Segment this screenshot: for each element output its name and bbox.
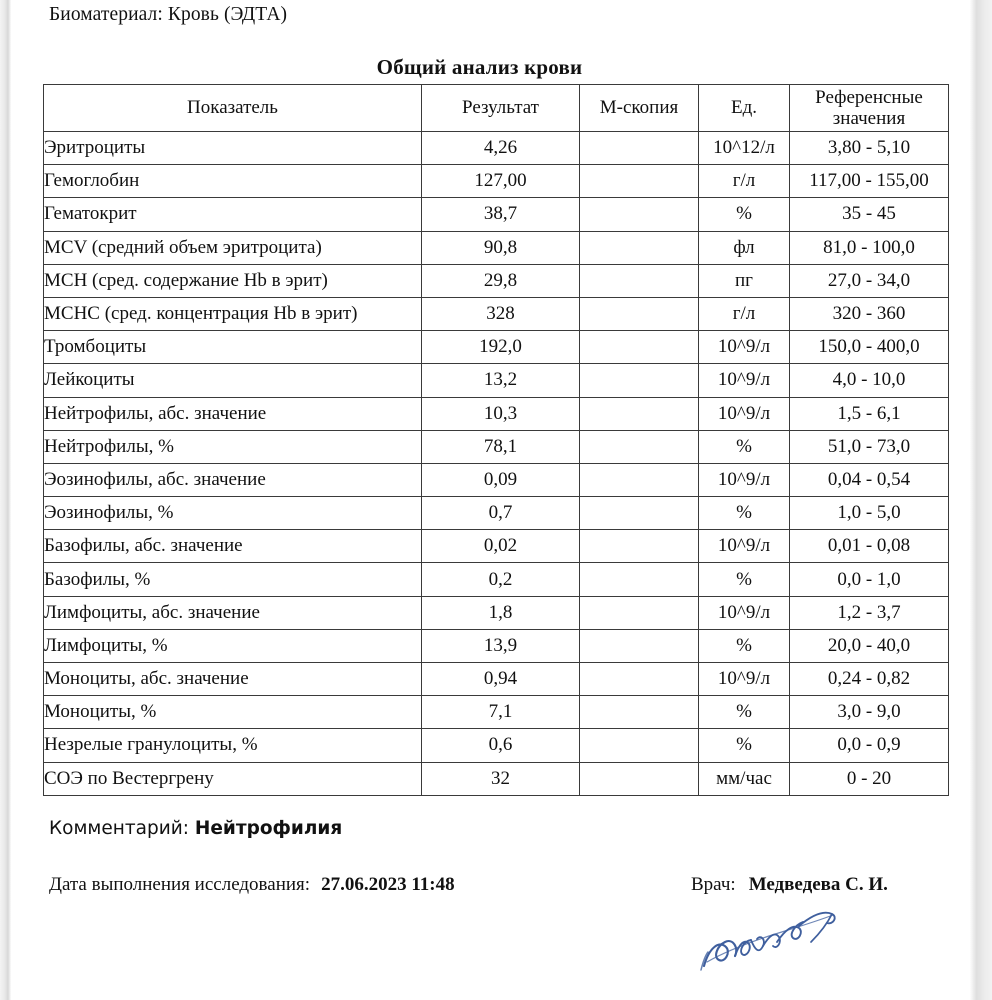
row-result-value: 0,6 xyxy=(422,729,580,762)
row-reference-value: 51,0 - 73,0 xyxy=(790,430,949,463)
row-microscopy-value xyxy=(580,132,699,165)
row-unit-value: 10^9/л xyxy=(699,397,790,430)
table-row xyxy=(44,165,949,198)
row-indicator-name: Моноциты, абс. значение xyxy=(44,663,422,696)
row-indicator-name: Лейкоциты xyxy=(44,364,422,397)
execution-date-label: Дата выполнения исследования: xyxy=(49,874,311,895)
row-microscopy-value xyxy=(580,729,699,762)
table-row xyxy=(44,132,949,165)
page-left-edge xyxy=(0,0,11,1000)
comment-value: Нейтрофилия xyxy=(194,818,343,839)
row-microscopy-value xyxy=(580,397,699,430)
row-reference-value: 20,0 - 40,0 xyxy=(790,629,949,662)
row-microscopy-value xyxy=(580,231,699,264)
column-header-result: Результат xyxy=(422,85,580,132)
row-result-value: 0,2 xyxy=(422,563,580,596)
comment-label: Комментарий: xyxy=(49,818,189,839)
comment-line xyxy=(49,818,342,839)
page-right-edge xyxy=(970,0,992,1000)
table-row xyxy=(44,596,949,629)
row-unit-value: 10^9/л xyxy=(699,364,790,397)
execution-date-line xyxy=(49,874,455,896)
row-microscopy-value xyxy=(580,497,699,530)
table-row xyxy=(44,696,949,729)
row-indicator-name: Незрелые гранулоциты, % xyxy=(44,729,422,762)
row-indicator-name: Тромбоциты xyxy=(44,331,422,364)
row-result-value: 38,7 xyxy=(422,198,580,231)
row-reference-value: 81,0 - 100,0 xyxy=(790,231,949,264)
row-unit-value: % xyxy=(699,198,790,231)
row-reference-value: 0,01 - 0,08 xyxy=(790,530,949,563)
row-result-value: 4,26 xyxy=(422,132,580,165)
row-reference-value: 150,0 - 400,0 xyxy=(790,331,949,364)
row-reference-value: 0,0 - 0,9 xyxy=(790,729,949,762)
row-reference-value: 1,2 - 3,7 xyxy=(790,596,949,629)
row-indicator-name: MCH (сред. содержание Hb в эрит) xyxy=(44,264,422,297)
row-unit-value: 10^9/л xyxy=(699,530,790,563)
row-indicator-name: СОЭ по Вестергрену xyxy=(44,762,422,795)
row-result-value: 0,94 xyxy=(422,663,580,696)
row-indicator-name: Гемоглобин xyxy=(44,165,422,198)
row-reference-value: 3,80 - 5,10 xyxy=(790,132,949,165)
table-header-row xyxy=(44,85,949,132)
table-row xyxy=(44,331,949,364)
table-row xyxy=(44,663,949,696)
biomaterial-line: Биоматериал: Кровь (ЭДТА) xyxy=(49,4,288,25)
row-reference-value: 0,24 - 0,82 xyxy=(790,663,949,696)
row-unit-value: 10^12/л xyxy=(699,132,790,165)
row-reference-value: 0,0 - 1,0 xyxy=(790,563,949,596)
reference-header-line2: значения xyxy=(832,108,906,129)
row-microscopy-value xyxy=(580,364,699,397)
row-unit-value: % xyxy=(699,729,790,762)
row-indicator-name: Лимфоциты, абс. значение xyxy=(44,596,422,629)
row-result-value: 13,9 xyxy=(422,629,580,662)
row-reference-value: 27,0 - 34,0 xyxy=(790,264,949,297)
column-header-microscopy: М-скопия xyxy=(580,85,699,132)
row-unit-value: 10^9/л xyxy=(699,663,790,696)
reference-header-line1: Референсные xyxy=(815,86,923,108)
row-microscopy-value xyxy=(580,264,699,297)
row-result-value: 7,1 xyxy=(422,696,580,729)
row-microscopy-value xyxy=(580,762,699,795)
row-microscopy-value xyxy=(580,696,699,729)
row-result-value: 90,8 xyxy=(422,231,580,264)
row-unit-value: пг xyxy=(699,264,790,297)
row-result-value: 0,09 xyxy=(422,463,580,496)
column-header-indicator: Показатель xyxy=(44,85,422,132)
doctor-signature xyxy=(699,900,879,980)
row-unit-value: г/л xyxy=(699,165,790,198)
row-indicator-name: Эозинофилы, % xyxy=(44,497,422,530)
table-header xyxy=(44,85,949,132)
table-row xyxy=(44,231,949,264)
row-unit-value: фл xyxy=(699,231,790,264)
row-unit-value: 10^9/л xyxy=(699,463,790,496)
row-microscopy-value xyxy=(580,596,699,629)
row-unit-value: мм/час xyxy=(699,762,790,795)
row-indicator-name: Нейтрофилы, абс. значение xyxy=(44,397,422,430)
column-header-unit: Ед. xyxy=(699,85,790,132)
row-microscopy-value xyxy=(580,297,699,330)
table-row xyxy=(44,397,949,430)
row-indicator-name: Эозинофилы, абс. значение xyxy=(44,463,422,496)
table-row xyxy=(44,198,949,231)
row-reference-value: 1,0 - 5,0 xyxy=(790,497,949,530)
row-microscopy-value xyxy=(580,463,699,496)
row-result-value: 29,8 xyxy=(422,264,580,297)
row-indicator-name: Базофилы, абс. значение xyxy=(44,530,422,563)
row-reference-value: 35 - 45 xyxy=(790,198,949,231)
row-reference-value: 1,5 - 6,1 xyxy=(790,397,949,430)
row-unit-value: % xyxy=(699,629,790,662)
row-microscopy-value xyxy=(580,563,699,596)
table-row xyxy=(44,264,949,297)
row-indicator-name: MCHC (сред. концентрация Hb в эрит) xyxy=(44,297,422,330)
row-reference-value: 3,0 - 9,0 xyxy=(790,696,949,729)
row-microscopy-value xyxy=(580,663,699,696)
doctor-name: Медведева С. И. xyxy=(748,874,888,895)
execution-date-value: 27.06.2023 11:48 xyxy=(321,874,455,895)
row-result-value: 192,0 xyxy=(422,331,580,364)
row-result-value: 78,1 xyxy=(422,430,580,463)
row-indicator-name: Лимфоциты, % xyxy=(44,629,422,662)
row-unit-value: г/л xyxy=(699,297,790,330)
report-page xyxy=(11,0,970,1000)
table-row xyxy=(44,364,949,397)
table-row xyxy=(44,497,949,530)
blood-test-table xyxy=(43,84,949,796)
row-result-value: 127,00 xyxy=(422,165,580,198)
row-result-value: 1,8 xyxy=(422,596,580,629)
row-reference-value: 117,00 - 155,00 xyxy=(790,165,949,198)
doctor-line xyxy=(691,874,888,896)
column-header-reference xyxy=(790,85,949,132)
row-unit-value: % xyxy=(699,696,790,729)
row-microscopy-value xyxy=(580,198,699,231)
row-microscopy-value xyxy=(580,430,699,463)
row-unit-value: % xyxy=(699,563,790,596)
row-indicator-name: Моноциты, % xyxy=(44,696,422,729)
row-indicator-name: Гематокрит xyxy=(44,198,422,231)
table-row xyxy=(44,430,949,463)
row-result-value: 32 xyxy=(422,762,580,795)
row-unit-value: 10^9/л xyxy=(699,331,790,364)
table-body xyxy=(44,132,949,796)
row-indicator-name: Нейтрофилы, % xyxy=(44,430,422,463)
row-indicator-name: MCV (средний объем эритроцита) xyxy=(44,231,422,264)
row-result-value: 0,02 xyxy=(422,530,580,563)
row-reference-value: 320 - 360 xyxy=(790,297,949,330)
table-row xyxy=(44,563,949,596)
row-result-value: 328 xyxy=(422,297,580,330)
table-row xyxy=(44,729,949,762)
table-row xyxy=(44,762,949,795)
doctor-label: Врач: xyxy=(691,874,736,895)
row-indicator-name: Эритроциты xyxy=(44,132,422,165)
row-result-value: 13,2 xyxy=(422,364,580,397)
row-microscopy-value xyxy=(580,530,699,563)
row-indicator-name: Базофилы, % xyxy=(44,563,422,596)
row-unit-value: % xyxy=(699,430,790,463)
table-row xyxy=(44,463,949,496)
row-reference-value: 4,0 - 10,0 xyxy=(790,364,949,397)
table-row xyxy=(44,530,949,563)
row-microscopy-value xyxy=(580,165,699,198)
row-microscopy-value xyxy=(580,629,699,662)
row-reference-value: 0,04 - 0,54 xyxy=(790,463,949,496)
page-title: Общий анализ крови xyxy=(376,55,583,79)
table-row xyxy=(44,629,949,662)
row-unit-value: % xyxy=(699,497,790,530)
row-result-value: 10,3 xyxy=(422,397,580,430)
row-reference-value: 0 - 20 xyxy=(790,762,949,795)
row-microscopy-value xyxy=(580,331,699,364)
table-row xyxy=(44,297,949,330)
row-unit-value: 10^9/л xyxy=(699,596,790,629)
row-result-value: 0,7 xyxy=(422,497,580,530)
